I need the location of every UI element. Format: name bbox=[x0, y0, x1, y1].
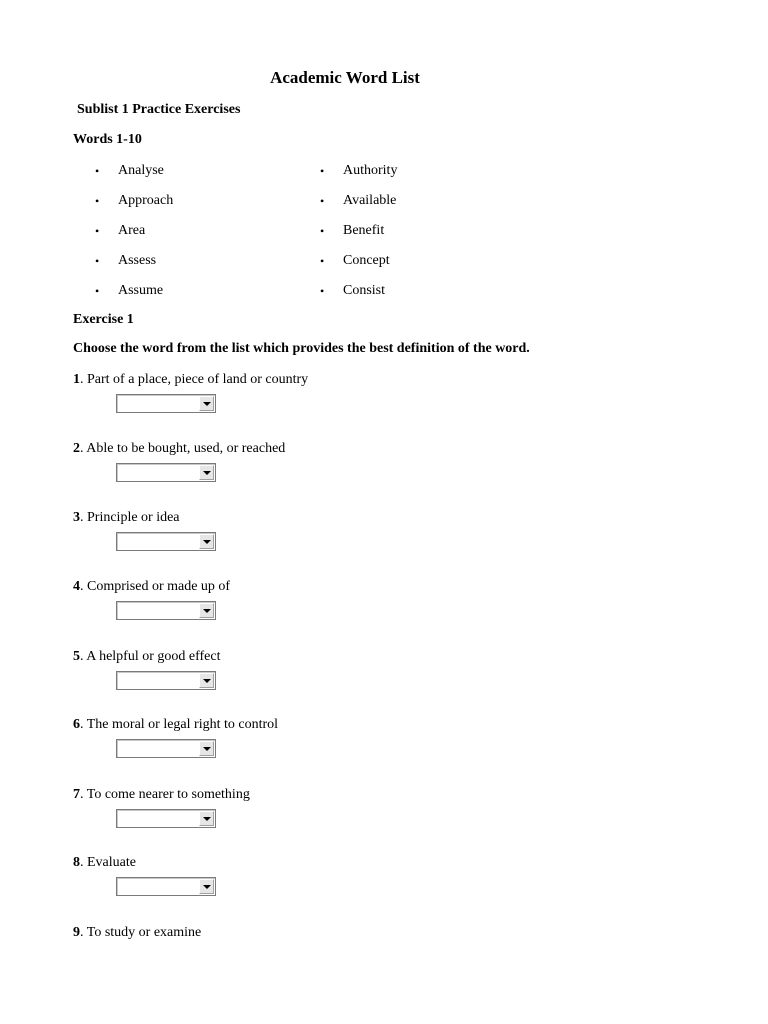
dropdown-arrow-button[interactable] bbox=[199, 741, 214, 756]
dropdown-arrow-button[interactable] bbox=[199, 534, 214, 549]
word-label: Benefit bbox=[343, 223, 385, 238]
bullet-icon: • bbox=[320, 194, 325, 208]
bullet-icon: • bbox=[320, 254, 325, 268]
question-number: 6 bbox=[73, 717, 80, 732]
question-definition: . Part of a place, piece of land or country bbox=[80, 372, 309, 387]
chevron-down-icon bbox=[203, 402, 211, 406]
question-item bbox=[73, 854, 693, 872]
question-number: 5 bbox=[73, 649, 80, 664]
question-definition: . A helpful or good effect bbox=[80, 649, 221, 664]
word-label: Assess bbox=[118, 253, 157, 268]
document-title: Academic Word List bbox=[270, 68, 420, 87]
question-item bbox=[73, 578, 693, 596]
question-number: 4 bbox=[73, 579, 80, 594]
question-number: 9 bbox=[73, 925, 80, 940]
question-definition: . The moral or legal right to control bbox=[80, 717, 279, 732]
question-item bbox=[73, 786, 693, 804]
words-heading: Words 1-10 bbox=[73, 132, 142, 147]
question-definition: . Principle or idea bbox=[80, 510, 180, 525]
chevron-down-icon bbox=[203, 609, 211, 613]
word-label: Consist bbox=[343, 283, 386, 298]
question-definition: . Evaluate bbox=[80, 855, 136, 870]
question-number: 8 bbox=[73, 855, 80, 870]
question-text bbox=[73, 648, 693, 666]
word-list-item bbox=[95, 252, 173, 282]
question-item bbox=[73, 440, 693, 458]
chevron-down-icon bbox=[203, 885, 211, 889]
question-number: 3 bbox=[73, 510, 80, 525]
question-text bbox=[73, 716, 693, 734]
word-list-item bbox=[95, 282, 173, 312]
question-definition: . To study or examine bbox=[80, 925, 202, 940]
question-text bbox=[73, 786, 693, 804]
dropdown-arrow-button[interactable] bbox=[199, 673, 214, 688]
question-item bbox=[73, 371, 693, 389]
word-list-item bbox=[320, 252, 397, 282]
dropdown-arrow-button[interactable] bbox=[199, 811, 214, 826]
dropdown-arrow-button[interactable] bbox=[199, 465, 214, 480]
question-item bbox=[73, 509, 693, 527]
word-list-right bbox=[320, 162, 397, 312]
answer-dropdown[interactable] bbox=[116, 739, 216, 758]
question-text bbox=[73, 854, 693, 872]
word-list-left bbox=[95, 162, 173, 312]
answer-dropdown[interactable] bbox=[116, 809, 216, 828]
chevron-down-icon bbox=[203, 540, 211, 544]
word-label: Authority bbox=[343, 163, 398, 178]
bullet-icon: • bbox=[320, 224, 325, 238]
bullet-icon: • bbox=[95, 254, 100, 268]
answer-dropdown[interactable] bbox=[116, 671, 216, 690]
answer-dropdown[interactable] bbox=[116, 601, 216, 620]
word-list-item bbox=[320, 192, 397, 222]
question-definition: . To come nearer to something bbox=[80, 787, 250, 802]
bullet-icon: • bbox=[95, 284, 100, 298]
answer-dropdown[interactable] bbox=[116, 877, 216, 896]
word-label: Approach bbox=[118, 193, 174, 208]
question-item bbox=[73, 716, 693, 734]
word-list-item bbox=[95, 162, 173, 192]
exercise-heading: Exercise 1 bbox=[73, 312, 134, 327]
dropdown-arrow-button[interactable] bbox=[199, 879, 214, 894]
bullet-icon: • bbox=[95, 164, 100, 178]
exercise-instruction: Choose the word from the list which provides the best definition of the word. bbox=[73, 341, 530, 356]
word-label: Concept bbox=[343, 253, 390, 268]
bullet-icon: • bbox=[95, 224, 100, 238]
question-number: 1 bbox=[73, 372, 80, 387]
dropdown-arrow-button[interactable] bbox=[199, 396, 214, 411]
word-label: Assume bbox=[118, 283, 164, 298]
question-text bbox=[73, 578, 693, 596]
word-list-item bbox=[95, 192, 173, 222]
question-item bbox=[73, 924, 693, 942]
word-label: Analyse bbox=[118, 163, 164, 178]
question-definition: . Able to be bought, used, or reached bbox=[80, 441, 286, 456]
chevron-down-icon bbox=[203, 747, 211, 751]
bullet-icon: • bbox=[95, 194, 100, 208]
question-item bbox=[73, 648, 693, 666]
question-text bbox=[73, 440, 693, 458]
word-label: Available bbox=[343, 193, 397, 208]
word-list-item bbox=[320, 162, 397, 192]
question-text bbox=[73, 371, 693, 389]
question-number: 7 bbox=[73, 787, 80, 802]
question-text bbox=[73, 509, 693, 527]
answer-dropdown[interactable] bbox=[116, 463, 216, 482]
chevron-down-icon bbox=[203, 817, 211, 821]
question-text bbox=[73, 924, 693, 942]
question-number: 2 bbox=[73, 441, 80, 456]
document-subtitle: Sublist 1 Practice Exercises bbox=[77, 102, 241, 117]
word-label: Area bbox=[118, 223, 146, 238]
answer-dropdown[interactable] bbox=[116, 532, 216, 551]
chevron-down-icon bbox=[203, 471, 211, 475]
word-list-item bbox=[320, 222, 397, 252]
dropdown-arrow-button[interactable] bbox=[199, 603, 214, 618]
word-list-item bbox=[320, 282, 397, 312]
bullet-icon: • bbox=[320, 164, 325, 178]
word-list-item bbox=[95, 222, 173, 252]
chevron-down-icon bbox=[203, 679, 211, 683]
bullet-icon: • bbox=[320, 284, 325, 298]
question-definition: . Comprised or made up of bbox=[80, 579, 231, 594]
answer-dropdown[interactable] bbox=[116, 394, 216, 413]
